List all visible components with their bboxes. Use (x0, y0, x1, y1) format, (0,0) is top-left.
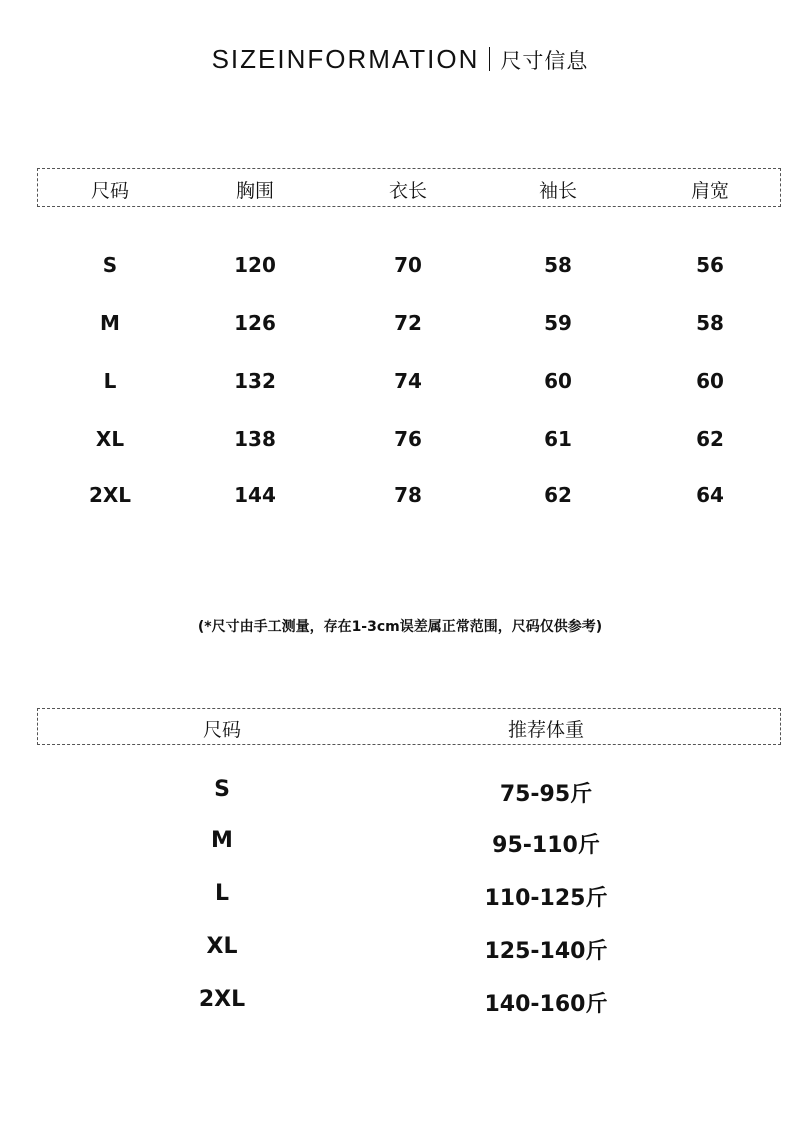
weight-size-label-cell: XL (206, 934, 238, 959)
size-label-cell: M (100, 311, 120, 335)
measurement-cell: 64 (696, 483, 724, 507)
measurement-cell: 78 (394, 483, 422, 507)
size-table-header-cell: 尺码 (90, 180, 129, 202)
recommended-weight-cell: 140-160斤 (484, 992, 608, 1017)
title-chinese: 尺寸信息 (500, 49, 589, 73)
measurement-cell: 70 (394, 253, 422, 277)
title-divider (489, 47, 490, 71)
size-label-cell: S (102, 253, 118, 277)
size-table-header-cell: 袖长 (538, 180, 577, 202)
weight-size-label-cell: L (214, 881, 230, 906)
recommended-weight-cell: 125-140斤 (484, 939, 608, 964)
weight-size-label-cell: S (214, 777, 230, 802)
title-english: SIZEINFORMATION (211, 44, 480, 74)
measurement-cell: 62 (544, 483, 572, 507)
measurement-cell: 56 (696, 253, 724, 277)
measurement-cell: 60 (544, 369, 572, 393)
size-table-header-cell: 胸围 (235, 180, 274, 202)
page-title (0, 44, 800, 75)
recommended-weight-cell: 75-95斤 (499, 782, 593, 807)
measurement-cell: 62 (696, 427, 724, 451)
measurement-cell: 59 (544, 311, 572, 335)
measurement-cell: 74 (394, 369, 422, 393)
measurement-cell: 138 (234, 427, 276, 451)
weight-table-header-cell: 推荐体重 (507, 719, 584, 741)
size-label-cell: L (103, 369, 117, 393)
size-table-header-cell: 肩宽 (690, 180, 729, 202)
recommended-weight-cell: 110-125斤 (484, 886, 608, 911)
size-label-cell: 2XL (88, 483, 132, 507)
measurement-cell: 60 (696, 369, 724, 393)
measurement-cell: 144 (234, 483, 276, 507)
measurement-cell: 58 (696, 311, 724, 335)
weight-table-header-cell: 尺码 (202, 719, 241, 741)
measurement-cell: 72 (394, 311, 422, 335)
measurement-cell: 58 (544, 253, 572, 277)
measurement-cell: 126 (234, 311, 276, 335)
measurement-cell: 61 (544, 427, 572, 451)
size-table-header-cell: 衣长 (388, 180, 427, 202)
weight-size-label-cell: 2XL (198, 987, 246, 1012)
measurement-cell: 120 (234, 253, 276, 277)
size-label-cell: XL (95, 427, 125, 451)
measurement-cell: 132 (234, 369, 276, 393)
measurement-cell: 76 (394, 427, 422, 451)
recommended-weight-cell: 95-110斤 (492, 833, 600, 858)
weight-size-label-cell: M (211, 828, 233, 853)
measurement-note: (*尺寸由手工测量，存在1-3cm误差属正常范围，尺码仅供参考) (197, 619, 603, 635)
